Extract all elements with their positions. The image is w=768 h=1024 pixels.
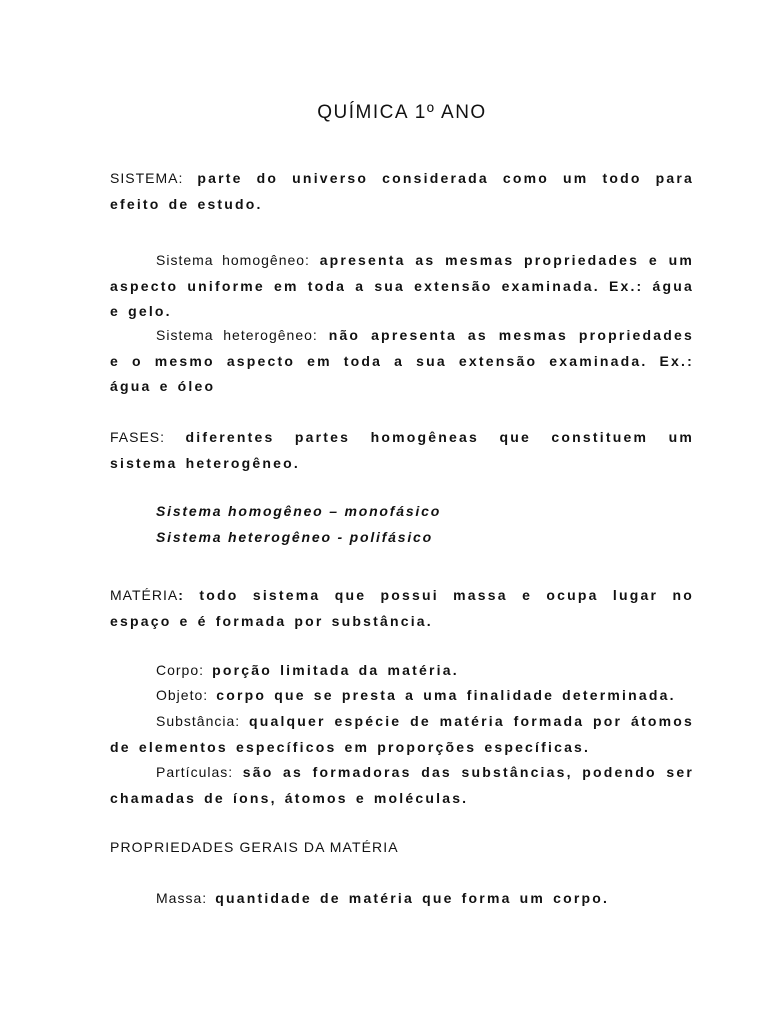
heterogeneo-paragraph	[110, 323, 694, 400]
substancia-term: Substância:	[156, 713, 241, 729]
objeto-definition: corpo que se presta a uma finalidade determinada.	[208, 687, 676, 703]
substancia-paragraph	[110, 709, 694, 760]
fase-line-heterogeneo: Sistema heterogêneo - polifásico	[156, 529, 433, 545]
heterogeneo-term: Sistema heterogêneo:	[156, 327, 318, 343]
fases-paragraph	[110, 425, 694, 476]
page-title: QUÍMICA 1º ANO	[317, 102, 487, 123]
homogeneo-term: Sistema homogêneo:	[156, 252, 310, 268]
particulas-definition: são as formadoras das substâncias, podendo ser chamadas de íons, átomos e moléculas.	[110, 764, 694, 806]
propriedades-heading: PROPRIEDADES GERAIS DA MATÉRIA	[110, 839, 399, 855]
substancia-definition: qualquer espécie de matéria formada por átomos de elementos específicos em proporções específicas.	[110, 713, 694, 755]
fases-term: FASES:	[110, 429, 166, 445]
fases-definition: diferentes partes homogêneas que constituem um sistema heterogêneo.	[110, 429, 694, 471]
massa-paragraph	[110, 886, 694, 912]
corpo-paragraph	[110, 658, 694, 684]
massa-definition: quantidade de matéria que forma um corpo.	[207, 890, 610, 906]
sistema-paragraph	[110, 166, 694, 217]
objeto-paragraph	[110, 683, 694, 709]
homogeneo-definition: apresenta as mesmas propriedades e um aspecto uniforme em toda a sua extensão examinada. Ex.: água e gelo.	[110, 252, 694, 319]
homogeneo-paragraph	[110, 248, 694, 325]
materia-term: MATÉRIA	[110, 587, 179, 603]
corpo-definition: porção limitada da matéria.	[204, 662, 459, 678]
heterogeneo-definition: não apresenta as mesmas propriedades e o mesmo aspecto em toda a sua extensão examinada. Ex.: água e óleo	[110, 327, 695, 394]
objeto-term: Objeto:	[156, 687, 209, 703]
sistema-definition: parte do universo considerada como um todo para efeito de estudo.	[110, 170, 694, 212]
sistema-term: SISTEMA:	[110, 170, 184, 186]
materia-paragraph	[110, 583, 694, 634]
fase-line-homogeneo: Sistema homogêneo – monofásico	[156, 503, 442, 519]
particulas-term: Partículas:	[156, 764, 234, 780]
massa-term: Massa:	[156, 890, 208, 906]
materia-definition: : todo sistema que possui massa e ocupa lugar no espaço e é formada por substância.	[110, 587, 694, 629]
corpo-term: Corpo:	[156, 662, 205, 678]
particulas-paragraph	[110, 760, 694, 811]
